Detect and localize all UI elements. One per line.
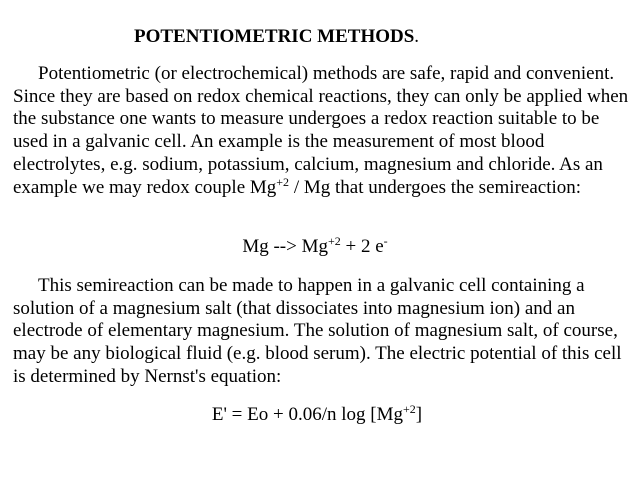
intro-paragraph-text: Potentiometric (or electrochemical) methods are safe, rapid and convenient. Since they are based on redox chemical reactions, they can only be applied when the substance one wants to measure undergoes a redox reaction suitable to be used in a galvanic cell. An example is the measurement of most blood electrolytes, e.g. sodium, potassium, calcium, magnesium and chloride. As an example we may redox couple Mg bbox=[13, 63, 629, 198]
semireaction-electrons: + 2 e bbox=[340, 236, 384, 257]
semireaction-equation bbox=[0, 235, 635, 259]
galvanic-cell-paragraph-text: This semireaction can be made to happen in a galvanic cell containing a solution of a magnesium salt (that dissociates into magnesium ion) and an electrode of elementary magnesium. The solution of magnesium salt, of course, may be any biological fluid (e.g. blood serum). The electric potential of this cell is determined by Nernst's equation: bbox=[13, 275, 622, 387]
nernst-equation bbox=[0, 403, 637, 427]
page-title-period: . bbox=[414, 26, 420, 47]
nernst-equation-end: ] bbox=[415, 404, 423, 425]
nernst-equation-lhs: E' = Eo + 0.06/n log [Mg bbox=[211, 404, 403, 425]
semireaction-lhs: Mg --> Mg bbox=[242, 236, 328, 257]
magnesium-charge-superscript: +2 bbox=[276, 174, 290, 189]
page-title bbox=[134, 25, 419, 49]
nernst-charge-superscript: +2 bbox=[403, 402, 416, 416]
page-title-text: POTENTIOMETRIC METHODS bbox=[134, 26, 415, 47]
semireaction-charge-superscript: +2 bbox=[327, 234, 341, 248]
intro-paragraph-end: / Mg that undergoes the semireaction: bbox=[289, 176, 582, 198]
intro-paragraph bbox=[13, 63, 637, 199]
galvanic-cell-paragraph bbox=[13, 275, 637, 389]
electron-charge-superscript: - bbox=[383, 234, 388, 248]
